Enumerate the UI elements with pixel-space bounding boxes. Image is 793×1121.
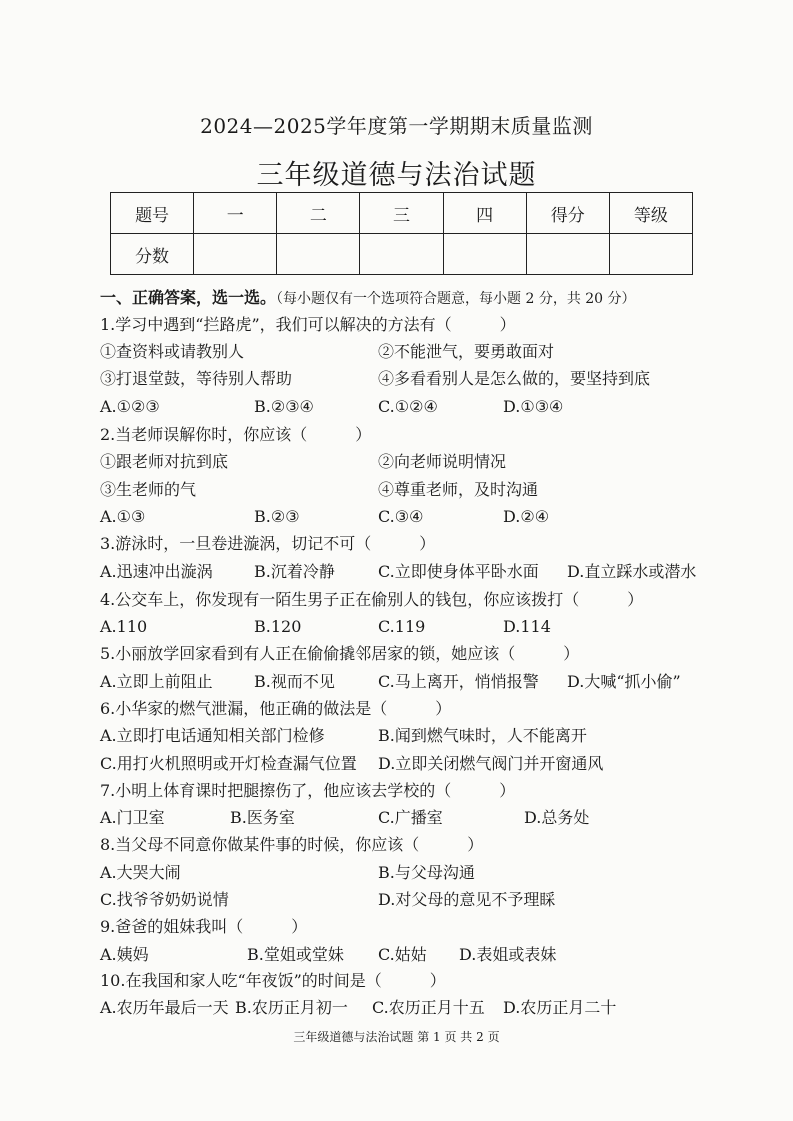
answer-option: A.110	[100, 617, 148, 636]
answer-option: D.立即关闭燃气阀门并开窗通风	[378, 754, 604, 773]
answer-option: B.②③	[254, 507, 300, 526]
exam-title: 2024—2025学年度第一学期期末质量监测	[200, 114, 593, 138]
score-cell-empty	[443, 234, 526, 275]
answer-option: A.门卫室	[100, 808, 165, 827]
score-cell: 二	[277, 193, 360, 234]
answer-option: A.①②③	[100, 397, 160, 416]
page-footer: 三年级道德与法治试题 第 1 页 共 2 页	[293, 1030, 500, 1044]
section-note: （每小题仅有一个选项符合题意，每小题 2 分，共 20 分）	[276, 291, 636, 307]
section-heading	[100, 285, 636, 308]
question-item: ②不能泄气，要勇敢面对	[378, 342, 555, 361]
score-table	[110, 192, 693, 275]
section-title: 一、正确答案，选一选。	[100, 288, 277, 307]
score-cell: 四	[443, 193, 526, 234]
answer-option: D.直立踩水或潜水	[567, 562, 697, 581]
answer-option: D.表姐或表妹	[459, 945, 557, 964]
answer-option: A.姨妈	[100, 945, 149, 964]
score-cell-empty	[277, 234, 360, 275]
answer-option: C.找爷爷奶奶说情	[100, 890, 229, 909]
question-stem: 1.学习中遇到“拦路虎”，我们可以解决的方法有（ ）	[100, 315, 516, 334]
answer-option: B.与父母沟通	[378, 863, 475, 882]
score-cell: 三	[360, 193, 443, 234]
answer-option: D.总务处	[524, 808, 590, 827]
answer-option: C.③④	[378, 507, 424, 526]
question-stem: 3.游泳时，一旦卷进漩涡，切记不可（ ）	[100, 534, 436, 553]
question-stem: 2.当老师误解你时，你应该（ ）	[100, 425, 372, 444]
answer-option: D.114	[503, 617, 551, 636]
score-cell: 题号	[111, 193, 194, 234]
answer-option: C.立即使身体平卧水面	[378, 562, 539, 581]
question-stem: 10.在我国和家人吃“年夜饭”的时间是（ ）	[100, 971, 446, 990]
answer-option: D.①③④	[503, 397, 564, 416]
score-cell-empty	[526, 234, 609, 275]
answer-option: A.迅速冲出漩涡	[100, 562, 213, 581]
answer-option: D.大喊“抓小偷”	[567, 672, 681, 691]
question-stem: 8.当父母不同意你做某件事的时候，你应该（ ）	[100, 835, 484, 854]
answer-option: B.视而不见	[254, 672, 335, 691]
question-item: ④尊重老师，及时沟通	[378, 480, 539, 499]
answer-option: A.农历年最后一天	[100, 998, 229, 1017]
answer-option: D.农历正月二十	[503, 998, 617, 1017]
question-stem: 7.小明上体育课时把腿擦伤了，他应该去学校的（ ）	[100, 781, 516, 800]
answer-option: C.用打火机照明或开灯检查漏气位置	[100, 754, 357, 773]
answer-option: C.农历正月十五	[372, 998, 485, 1017]
answer-option: C.马上离开，悄悄报警	[378, 672, 539, 691]
answer-option: D.②④	[503, 507, 550, 526]
answer-option: B.农历正月初一	[235, 998, 348, 1017]
score-table-header-row	[111, 193, 693, 234]
answer-option: B.闻到燃气味时，人不能离开	[378, 726, 587, 745]
answer-option: B.②③④	[254, 397, 314, 416]
score-cell-empty	[609, 234, 692, 275]
score-cell: 分数	[111, 234, 194, 275]
answer-option: C.姑姑	[378, 945, 427, 964]
answer-option: A.大哭大闹	[100, 863, 181, 882]
question-stem: 9.爸爸的姐妹我叫（ ）	[100, 917, 308, 936]
question-item: ①跟老师对抗到底	[100, 452, 229, 471]
question-item: ②向老师说明情况	[378, 452, 507, 471]
answer-option: D.对父母的意见不予理睬	[378, 890, 556, 909]
score-table-score-row	[111, 234, 693, 275]
question-item: ①查资料或请教别人	[100, 342, 245, 361]
answer-option: B.医务室	[230, 808, 295, 827]
score-cell: 一	[194, 193, 277, 234]
question-stem: 6.小华家的燃气泄漏，他正确的做法是（ ）	[100, 699, 452, 718]
answer-option: C.119	[378, 617, 426, 636]
question-stem: 5.小丽放学回家看到有人正在偷偷撬邻居家的锁，她应该（ ）	[100, 644, 580, 663]
answer-option: A.立即打电话通知相关部门检修	[100, 726, 325, 745]
answer-option: C.广播室	[378, 808, 443, 827]
score-cell-empty	[194, 234, 277, 275]
answer-option: B.沉着冷静	[254, 562, 335, 581]
answer-option: B.120	[254, 617, 302, 636]
score-cell: 等级	[609, 193, 692, 234]
answer-option: B.堂姐或堂妹	[247, 945, 344, 964]
score-cell: 得分	[526, 193, 609, 234]
question-item: ③生老师的气	[100, 480, 197, 499]
question-item: ③打退堂鼓，等待别人帮助	[100, 369, 293, 388]
question-stem: 4.公交车上，你发现有一陌生男子正在偷别人的钱包，你应该拨打（ ）	[100, 590, 644, 609]
exam-subtitle: 三年级道德与法治试题	[256, 160, 537, 191]
question-item: ④多看看别人是怎么做的，要坚持到底	[378, 369, 651, 388]
score-cell-empty	[360, 234, 443, 275]
answer-option: A.①③	[100, 507, 146, 526]
answer-option: C.①②④	[378, 397, 438, 416]
answer-option: A.立即上前阻止	[100, 672, 213, 691]
